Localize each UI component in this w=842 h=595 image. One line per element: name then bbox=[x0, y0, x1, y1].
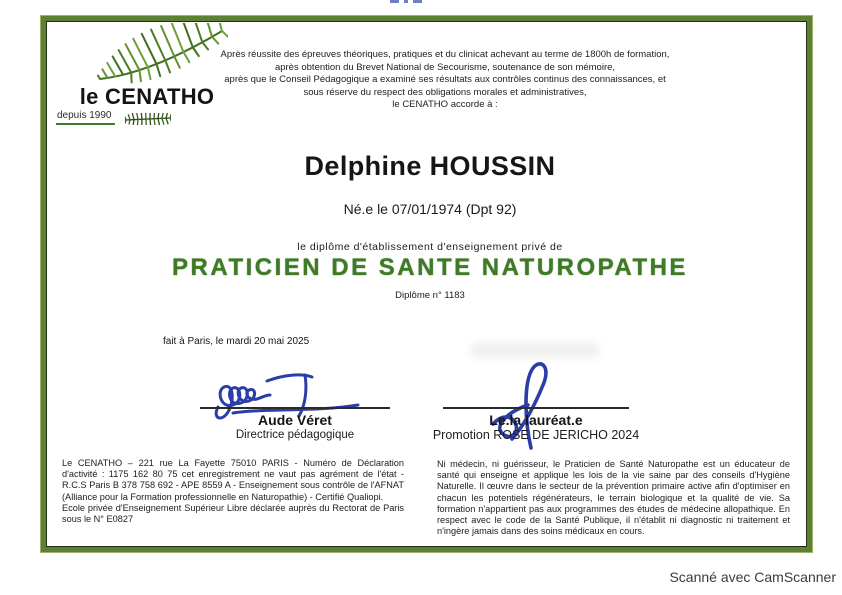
preamble-line: Après réussite des épreuves théoriques, pratiques et du clinicat achevant au terme de 1800h de formation, bbox=[220, 49, 670, 60]
camscanner-watermark: Scanné avec CamScanner bbox=[669, 569, 836, 585]
diploma-intro-line: le diplôme d'établissement d'enseignement privé de bbox=[297, 241, 563, 253]
diploma-number: Diplôme n° 1183 bbox=[395, 290, 465, 301]
logo-wordmark: le CENATHO bbox=[79, 84, 215, 109]
preamble-line: après que le Conseil Pédagogique a examiné ses résultats aux contrôles continus des connaissances, et bbox=[224, 74, 666, 86]
preamble-line: après obtention du Brevet National de Secourisme, soutenance de son mémoire, bbox=[274, 61, 616, 73]
recipient-name: Delphine HOUSSIN bbox=[304, 151, 556, 181]
diploma-title: PRATICIEN DE SANTE NATUROPATHE bbox=[172, 254, 688, 281]
fern-icon bbox=[94, 23, 228, 87]
left-signature-line bbox=[200, 407, 390, 409]
footer-legal-left-p2: Ecole privée d'Enseignement Supérieur Libre déclarée auprès du Rectorat de Paris sous le N° E0827 bbox=[62, 502, 404, 525]
issue-date-line: fait à Paris, le mardi 20 mai 2025 bbox=[163, 336, 310, 347]
footer-legal-left-p1: Le CENATHO – 221 rue La Fayette 75010 PARIS - Numéro de Déclaration d'activité : 1175 162 80 75 cet enregistrement ne vaut pas agrément de l'état - R.C.S Paris B 378 758 692 - APE 8559 A - Enseignement sous contrôle de l'AFNAT (Alliance pour la Formation professionnelle en Naturopathie) - Certifié Qualiopi. bbox=[62, 458, 404, 502]
left-signatory-name: Aude Véret bbox=[258, 412, 332, 428]
footer-legal-left bbox=[62, 458, 404, 525]
preamble-line: le CENATHO accorde à : bbox=[392, 99, 498, 111]
right-signatory-name: Le.la lauréat.e bbox=[489, 412, 583, 428]
scan-ghost-smudge bbox=[470, 342, 600, 358]
scan-artifact-marks bbox=[390, 0, 422, 3]
sprig-icon bbox=[125, 113, 171, 125]
preamble-line: sous réserve du respect des obligations morales et administratives, bbox=[303, 86, 587, 98]
recipient-birthdate: Né.e le 07/01/1974 (Dpt 92) bbox=[343, 201, 517, 217]
footer-disclaimer-right: Ni médecin, ni guérisseur, le Praticien de Santé Naturopathe est un éducateur de santé qui enseigne et applique les lois de la vie saine par des conseils d'Hygiène Naturelle. Il œuvre dans le secteur de la prévention primaire active afin d'optimiser en chacun les potentiels régénérateurs, le terrain biologique et la qualité de vie. Sa formation n'appartient pas aux programmes des études de médecine allopathique. En respect avec le code de la Santé Publique, il n'établit ni diagnostic ni traitement et n'ingère jamais dans des soins médicaux en cours. bbox=[437, 459, 790, 537]
logo-since-row bbox=[56, 110, 171, 125]
right-signatory-role: Promotion ROSE DE JERICHO 2024 bbox=[432, 428, 640, 442]
right-signature-line bbox=[443, 407, 629, 409]
preamble-paragraph bbox=[210, 49, 680, 112]
logo-since-label: depuis 1990 bbox=[56, 110, 115, 125]
left-signatory-role: Directrice pédagogique bbox=[235, 429, 355, 441]
